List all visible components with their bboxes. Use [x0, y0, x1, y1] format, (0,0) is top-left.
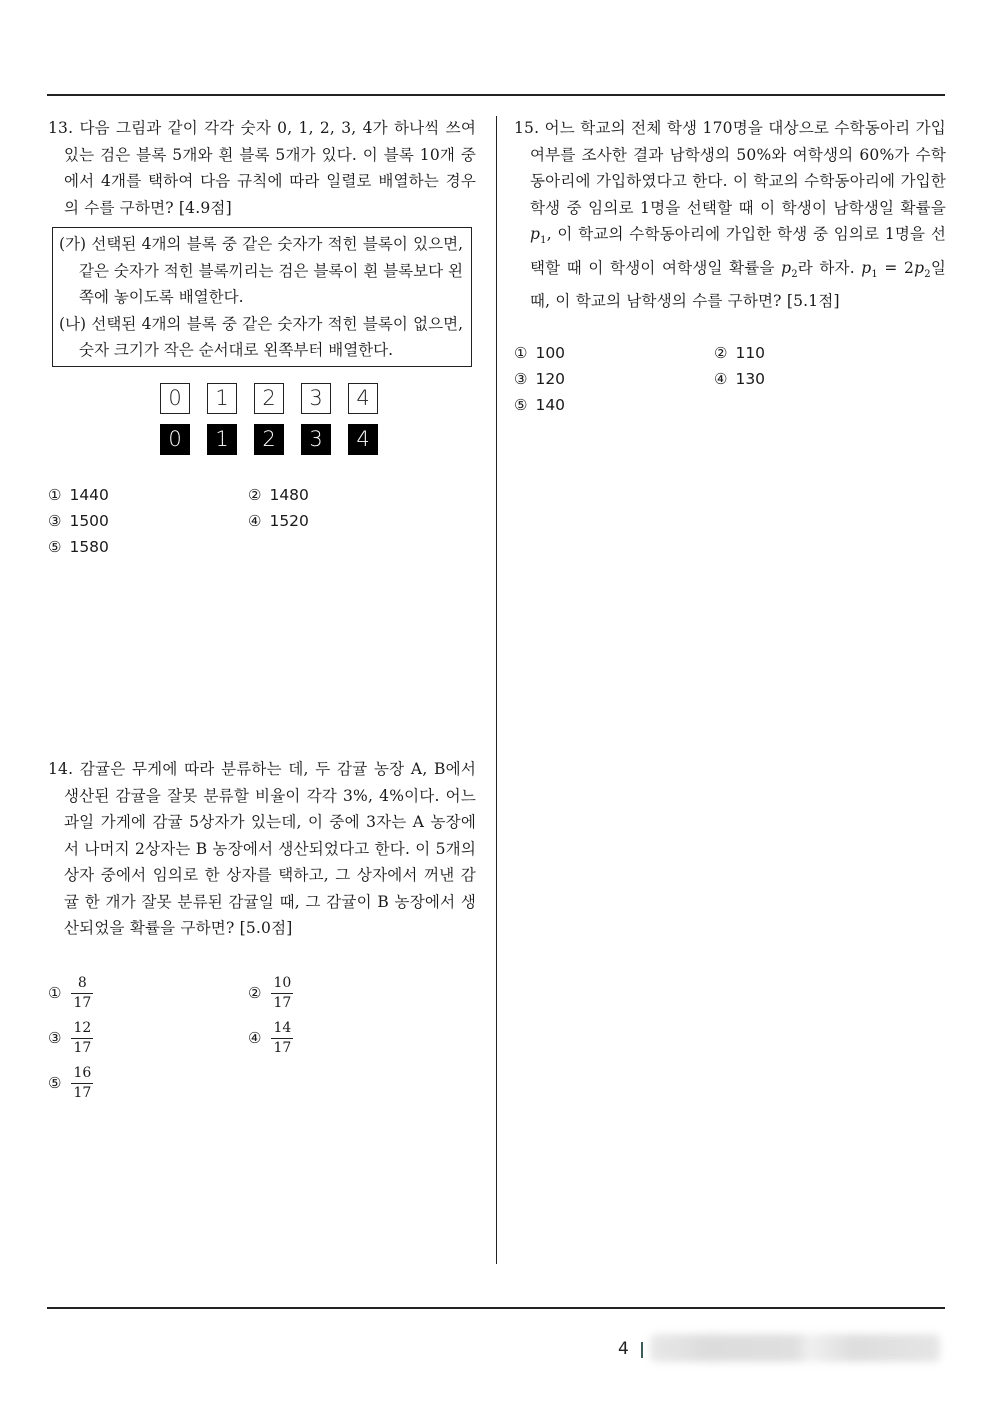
- denominator: 17: [73, 1084, 92, 1101]
- question-14-text: [48, 756, 476, 942]
- question-15-text: [514, 115, 946, 315]
- question-14: [48, 756, 476, 1101]
- fraction-bar: [271, 1038, 293, 1039]
- choice-value: 120: [535, 369, 566, 388]
- choice-marker: ②: [714, 343, 728, 362]
- fraction-bar: [71, 993, 93, 994]
- question-15: [514, 115, 946, 416]
- math-p1: [530, 225, 547, 247]
- choice-5[interactable]: [48, 537, 248, 558]
- question-13-text: [48, 115, 476, 221]
- black-block-1: 1: [207, 424, 237, 455]
- white-block-4: 4: [348, 383, 378, 414]
- denominator: 17: [273, 994, 292, 1011]
- black-blocks-row: [160, 424, 378, 455]
- fraction: [271, 976, 293, 1011]
- numerator: 10: [273, 974, 292, 991]
- math-var: p: [530, 225, 541, 243]
- math-p2: [781, 258, 798, 280]
- rule-na: (나) 선택된 4개의 블록 중 같은 숫자가 적힌 블록이 없으면, 숫자 크기가 작은 순서대로 왼쪽부터 배열한다.: [59, 314, 463, 359]
- rules-box: [52, 227, 472, 367]
- footer-separator: [641, 1342, 643, 1358]
- choice-marker: ④: [248, 511, 262, 530]
- black-block-0: 0: [160, 424, 190, 455]
- choice-2[interactable]: [248, 485, 448, 506]
- fraction: [71, 1021, 93, 1056]
- question-body: , 이 학교의 수학동아리에 가입한 학생 중 임의로 1명을 선택할 때 이 학생이 여학생일 확률을: [530, 225, 946, 277]
- fraction: [71, 1066, 93, 1101]
- choice-value: 100: [535, 343, 566, 362]
- choice-marker: ②: [248, 485, 262, 504]
- question-body: 어느 학교의 전체 학생 170명을 대상으로 수학동아리 가입여부를 조사한 결과 남학생의 50%와 여학생의 60%가 수학동아리에 가입하였다고 한다. 이 학교의 수학동아리에 가입한 학생 중 임의로 1명을 선택할 때 이 학생이 남학생일 확률을: [530, 119, 946, 217]
- choice-2[interactable]: [714, 343, 914, 364]
- choice-1[interactable]: [514, 343, 714, 364]
- choice-4[interactable]: [714, 369, 914, 390]
- choice-value: 110: [735, 343, 766, 362]
- choice-1[interactable]: [48, 485, 248, 506]
- choice-value: 1580: [69, 537, 109, 556]
- choice-3[interactable]: [48, 511, 248, 532]
- fraction-bar: [271, 993, 293, 994]
- numerator: 16: [73, 1064, 92, 1081]
- fraction: [71, 976, 93, 1011]
- question-number: 15.: [514, 119, 540, 137]
- question-15-choices: [514, 343, 946, 416]
- footer-rule: [47, 1307, 945, 1309]
- white-blocks-row: [160, 383, 378, 414]
- choice-marker: ③: [514, 369, 528, 388]
- choice-marker: ④: [714, 369, 728, 388]
- choice-marker: ③: [48, 1029, 62, 1047]
- choice-value: 140: [535, 395, 566, 414]
- math-sub: 2: [924, 268, 931, 280]
- choice-value: 1480: [269, 485, 309, 504]
- choice-4[interactable]: [248, 1021, 448, 1056]
- choice-marker: ①: [48, 984, 62, 1002]
- question-13-choices: [48, 485, 476, 558]
- question-14-choices: [48, 976, 476, 1101]
- math-var: p: [914, 258, 925, 277]
- choice-5[interactable]: [514, 395, 714, 416]
- question-body: 라 하자.: [797, 258, 862, 277]
- choice-3[interactable]: [514, 369, 714, 390]
- choice-3[interactable]: [48, 1021, 248, 1056]
- choice-marker: ⑤: [48, 537, 62, 556]
- white-block-0: 0: [160, 383, 190, 414]
- question-body: 일 때, 이 학교의 남학생의 수를 구하면? [5.1점]: [530, 258, 946, 311]
- choice-value: 130: [735, 369, 766, 388]
- choice-2[interactable]: [248, 976, 448, 1011]
- block-figure: [48, 383, 476, 455]
- fraction-bar: [71, 1083, 93, 1084]
- column-divider: [496, 116, 497, 1264]
- denominator: 17: [73, 1039, 92, 1056]
- math-sub: 2: [791, 268, 798, 280]
- math-var: p: [781, 258, 792, 277]
- math-equation: [861, 258, 931, 280]
- right-column: [514, 115, 946, 416]
- black-block-4: 4: [348, 424, 378, 455]
- numerator: 8: [77, 974, 87, 991]
- math-op: = 2: [877, 258, 915, 277]
- question-body: 다음 그림과 같이 각각 숫자 0, 1, 2, 3, 4가 하나씩 쓰여있는 검은 블록 5개와 흰 블록 5개가 있다. 이 블록 10개 중에서 4개를 택하여 다음 규칙에 따라 일렬로 배열하는 경우의 수를 구하면? [4.9점]: [64, 119, 476, 217]
- choice-1[interactable]: [48, 976, 248, 1011]
- choice-marker: ③: [48, 511, 62, 530]
- choice-value: 1500: [69, 511, 109, 530]
- rule-ga: (가) 선택된 4개의 블록 중 같은 숫자가 적힌 블록이 있으면, 같은 숫자가 적힌 블록끼리는 검은 블록이 흰 블록보다 왼쪽에 놓이도록 배열한다.: [59, 235, 463, 306]
- fraction: [271, 1021, 293, 1056]
- black-block-3: 3: [301, 424, 331, 455]
- white-block-1: 1: [207, 383, 237, 414]
- question-number: 13.: [48, 119, 74, 137]
- choice-marker: ①: [48, 485, 62, 504]
- white-block-3: 3: [301, 383, 331, 414]
- redacted-footer-text: [650, 1334, 940, 1362]
- choice-marker: ②: [248, 984, 262, 1002]
- question-body: 감귤은 무게에 따라 분류하는 데, 두 감귤 농장 A, B에서 생산된 감귤을 잘못 분류할 비율이 각각 3%, 4%이다. 어느 과일 가게에 감귤 5상자가 있는데, 이 중에 3자는 A 농장에서 나머지 2상자는 B 농장에서 생산되었다고 한다. 이 5개의 상자 중에서 임의로 한 상자를 택하고, 그 상자에서 꺼낸 감귤 한 개가 잘못 분류된 감귤일 때, 그 감귤이 B 농장에서 생산되었을 확률을 구하면? [5.0점]: [64, 760, 476, 937]
- denominator: 17: [73, 994, 92, 1011]
- numerator: 12: [73, 1019, 92, 1036]
- choice-value: 1520: [269, 511, 309, 530]
- fraction-bar: [71, 1038, 93, 1039]
- numerator: 14: [273, 1019, 292, 1036]
- question-13: [48, 115, 476, 558]
- choice-marker: ①: [514, 343, 528, 362]
- left-column: [48, 115, 476, 1101]
- choice-marker: ⑤: [48, 1074, 62, 1092]
- denominator: 17: [273, 1039, 292, 1056]
- choice-5[interactable]: [48, 1066, 248, 1101]
- choice-4[interactable]: [248, 511, 448, 532]
- math-var: p: [861, 258, 872, 277]
- header-rule: [47, 94, 945, 96]
- math-sub: 1: [540, 235, 547, 247]
- white-block-2: 2: [254, 383, 284, 414]
- choice-marker: ④: [248, 1029, 262, 1047]
- choice-value: 1440: [69, 485, 109, 504]
- question-number: 14.: [48, 760, 74, 778]
- choice-marker: ⑤: [514, 395, 528, 414]
- math-sub: 1: [871, 268, 878, 280]
- page-number: 4: [618, 1339, 629, 1359]
- black-block-2: 2: [254, 424, 284, 455]
